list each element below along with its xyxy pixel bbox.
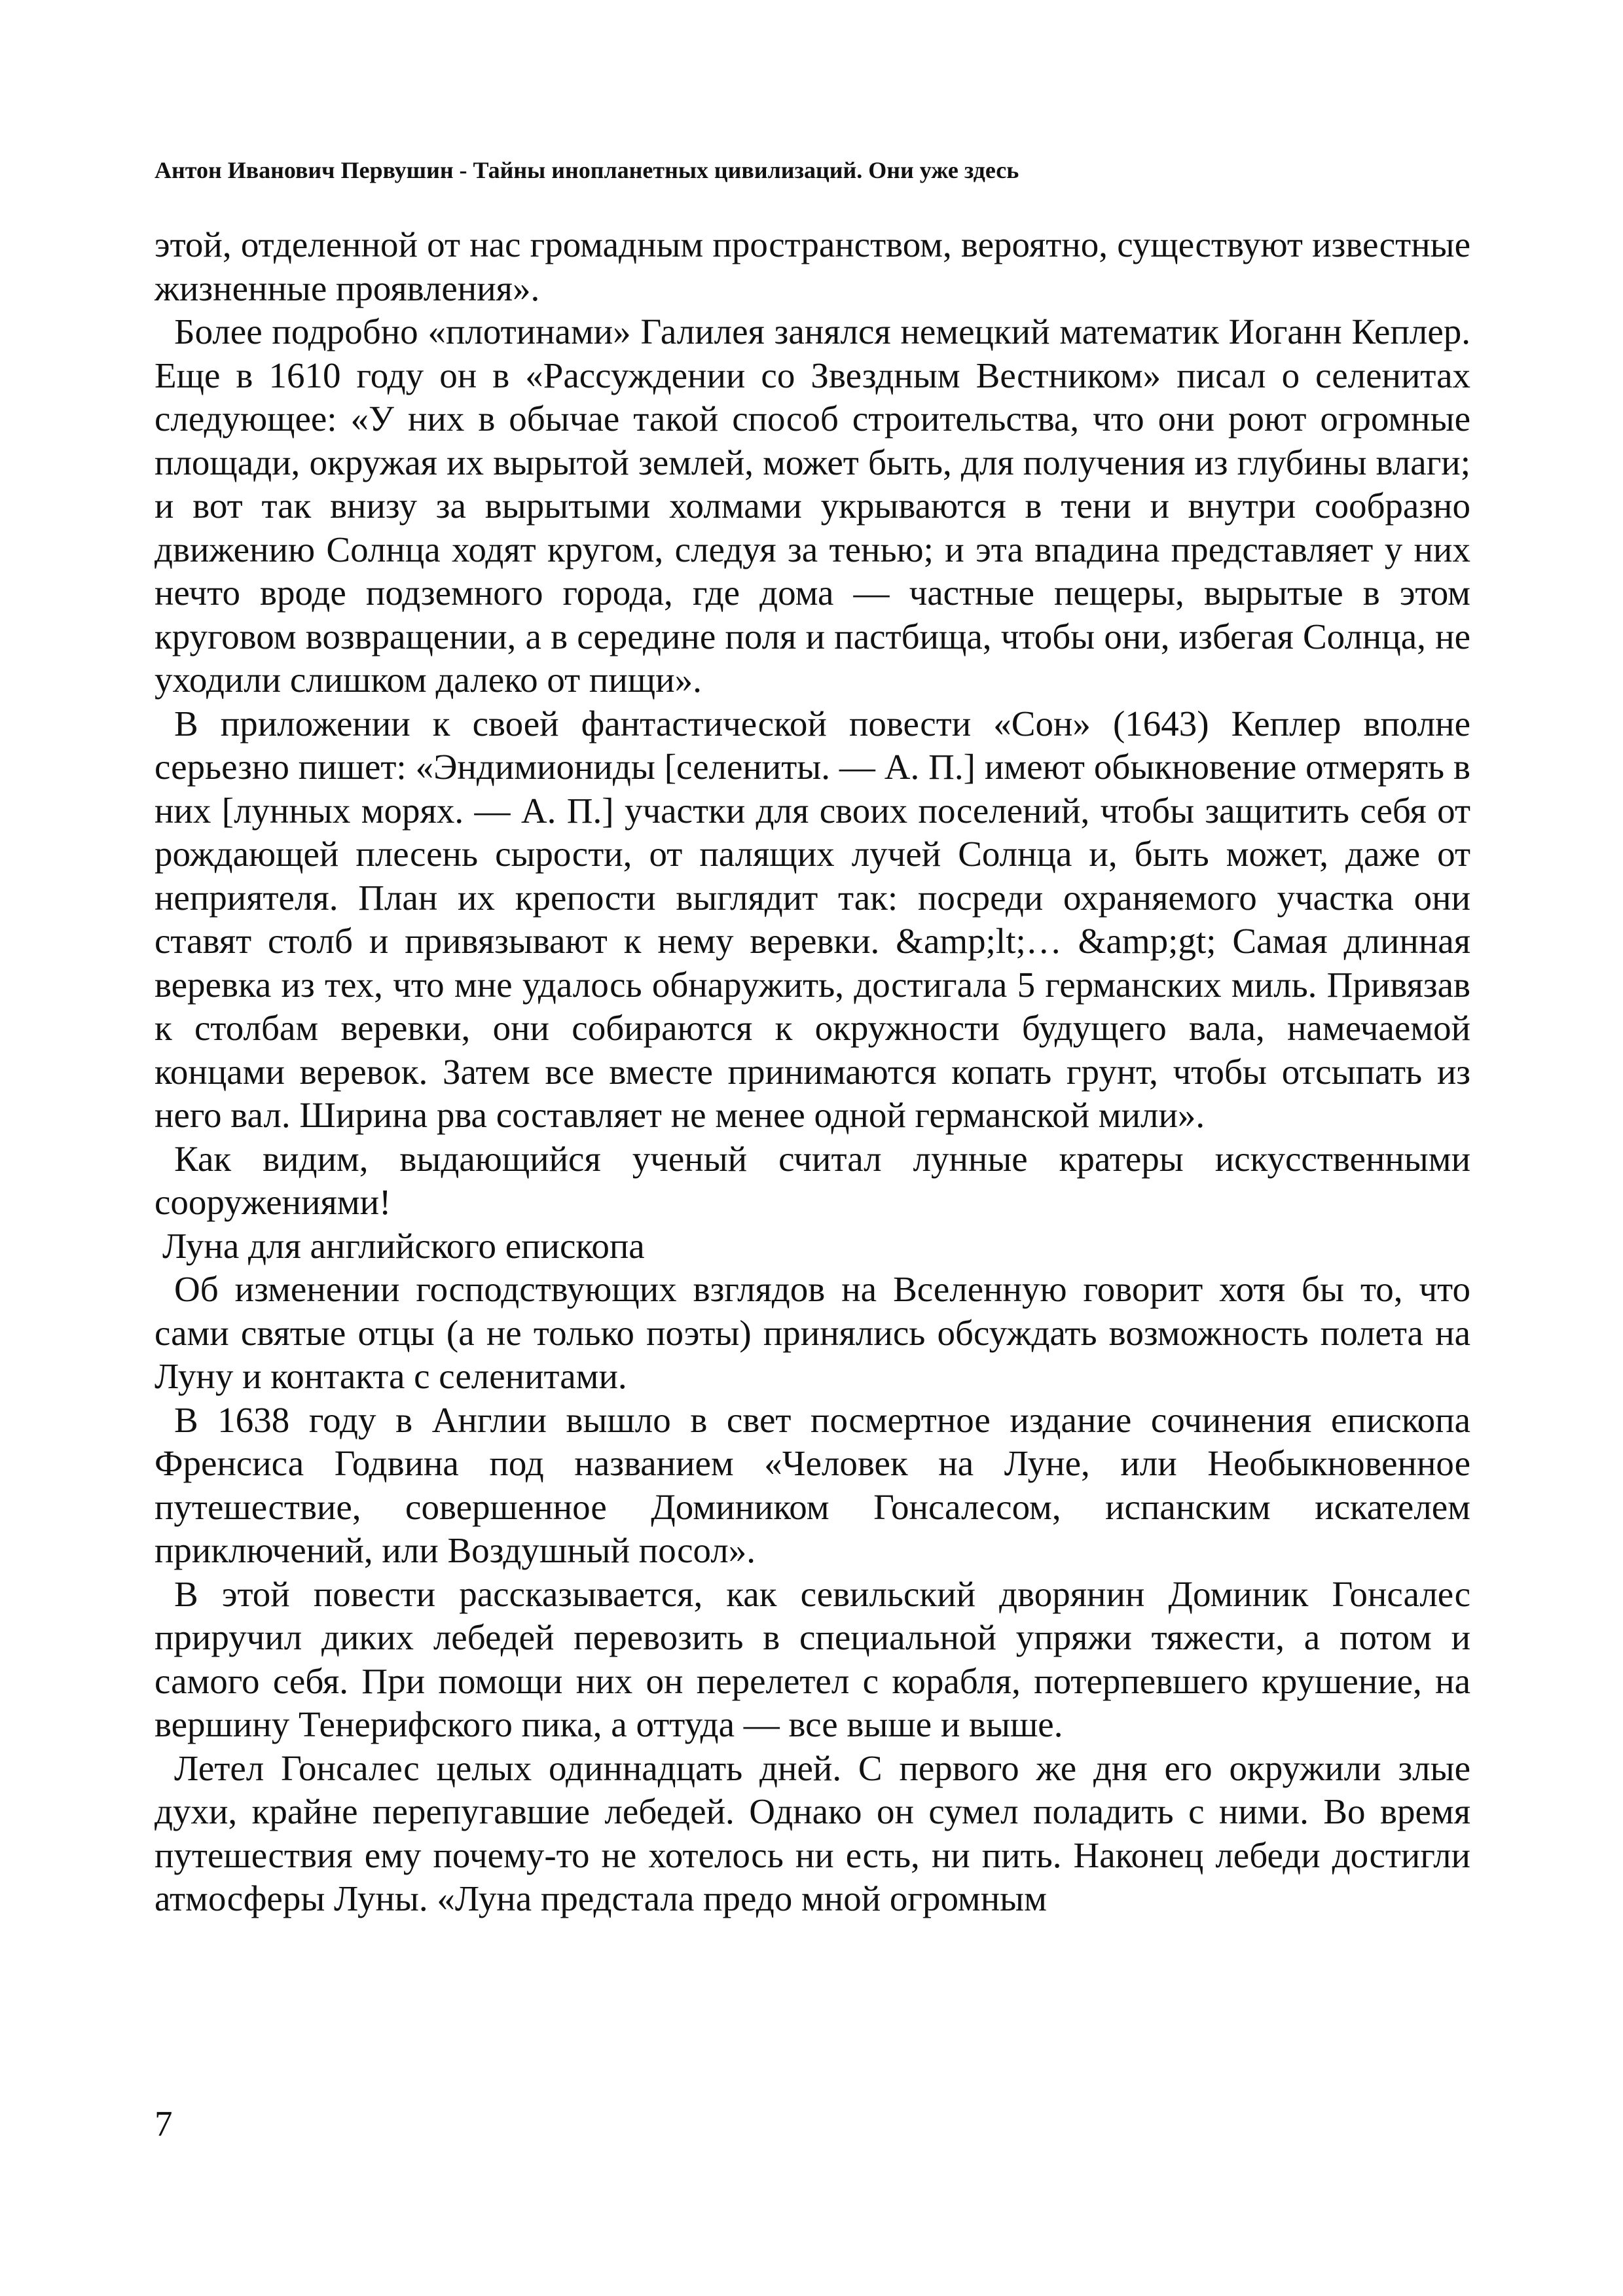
page-number: 7 xyxy=(155,2104,173,2144)
paragraph-craters-conclusion: Как видим, выдающийся ученый считал лунные кратеры искусственными сооружениями! xyxy=(155,1138,1470,1222)
section-heading: Луна для английского епископа xyxy=(162,1225,645,1266)
paragraph-continuation: этой, отделенной от нас громадным пространством, вероятно, существуют известные жизненные проявления». xyxy=(155,224,1470,308)
paragraph-holy-fathers: Об изменении господствующих взглядов на Вселенную говорит хотя бы то, что сами святые отцы (а не только поэты) принялись обсуждать возможность полета на Луну и контакта с селенитами. xyxy=(155,1269,1470,1396)
body-text xyxy=(155,223,1470,1921)
paragraph-gonsales-swans: В этой повести рассказывается, как севильский дворянин Доминик Гонсалес приручил диких лебедей перевозить в специальной упряжи тяжести, а потом и самого себя. При помощи них он перелетел с корабля, потерпевшего крушение, на вершину Тенерифского пика, а оттуда — все выше и выше. xyxy=(155,1573,1470,1744)
running-header: Антон Иванович Первушин - Тайны инопланетных цивилизаций. Они уже здесь xyxy=(155,157,1019,183)
paragraph-kepler-dream: В приложении к своей фантастической повести «Сон» (1643) Кеплер вполне серьезно пишет: «Эндимиониды [селениты. — А. П.] имеют обыкновение отмерять в них [лунных морях. — А. П.] участки для своих поселений, чтобы защитить себя от рождающей плесень сырости, от палящих лучей Солнца и, быть может, даже от неприятеля. План их крепости выглядит так: посреди охраняемого участка они ставят столб и привязывают к нему веревки. &amp;lt;… &amp;gt; Самая длинная веревка из тех, что мне удалось обнаружить, достигала 5 германских миль. Привязав к столбам веревки, они собираются к окружности будущего вала, намечаемой концами веревок. Затем все вместе принимаются копать грунт, чтобы отсыпать из него вал. Ширина рва составляет не менее одной германской мили». xyxy=(155,703,1470,1135)
paragraph-godwin-book: В 1638 году в Англии вышло в свет посмертное издание сочинения епископа Френсиса Годвина под названием «Человек на Луне, или Необыкновенное путешествие, совершенное Домиником Гонсалесом, испанским искателем приключений, или Воздушный посол». xyxy=(155,1399,1470,1570)
paragraph-gonsales-flight: Летел Гонсалес целых одиннадцать дней. С первого же дня его окружили злые духи, крайне перепугавшие лебедей. Однако он сумел поладить с ними. Во время путешествия ему почему-то не хотелось ни есть, ни пить. Наконец лебеди достигли атмосферы Луны. «Луна предстала предо мной огромным xyxy=(155,1748,1470,1918)
paragraph-kepler-selenites: Более подробно «плотинами» Галилея занялся немецкий математик Иоганн Кеплер. Еще в 1610 году он в «Рассуждении со Звездным Вестником» писал о селенитах следующее: «У них в обычае такой способ строительства, что они роют огромные площади, окружая их вырытой землей, может быть, для получения из глубины влаги; и вот так внизу за вырытыми холмами укрываются в тени и внутри сообразно движению Солнца ходят кругом, следуя за тенью; и эта впадина представляет у них нечто вроде подземного города, где дома — частные пещеры, вырытые в этом круговом возвращении, а в середине поля и пастбища, чтобы они, избегая Солнца, не уходили слишком далеко от пищи». xyxy=(155,312,1470,700)
